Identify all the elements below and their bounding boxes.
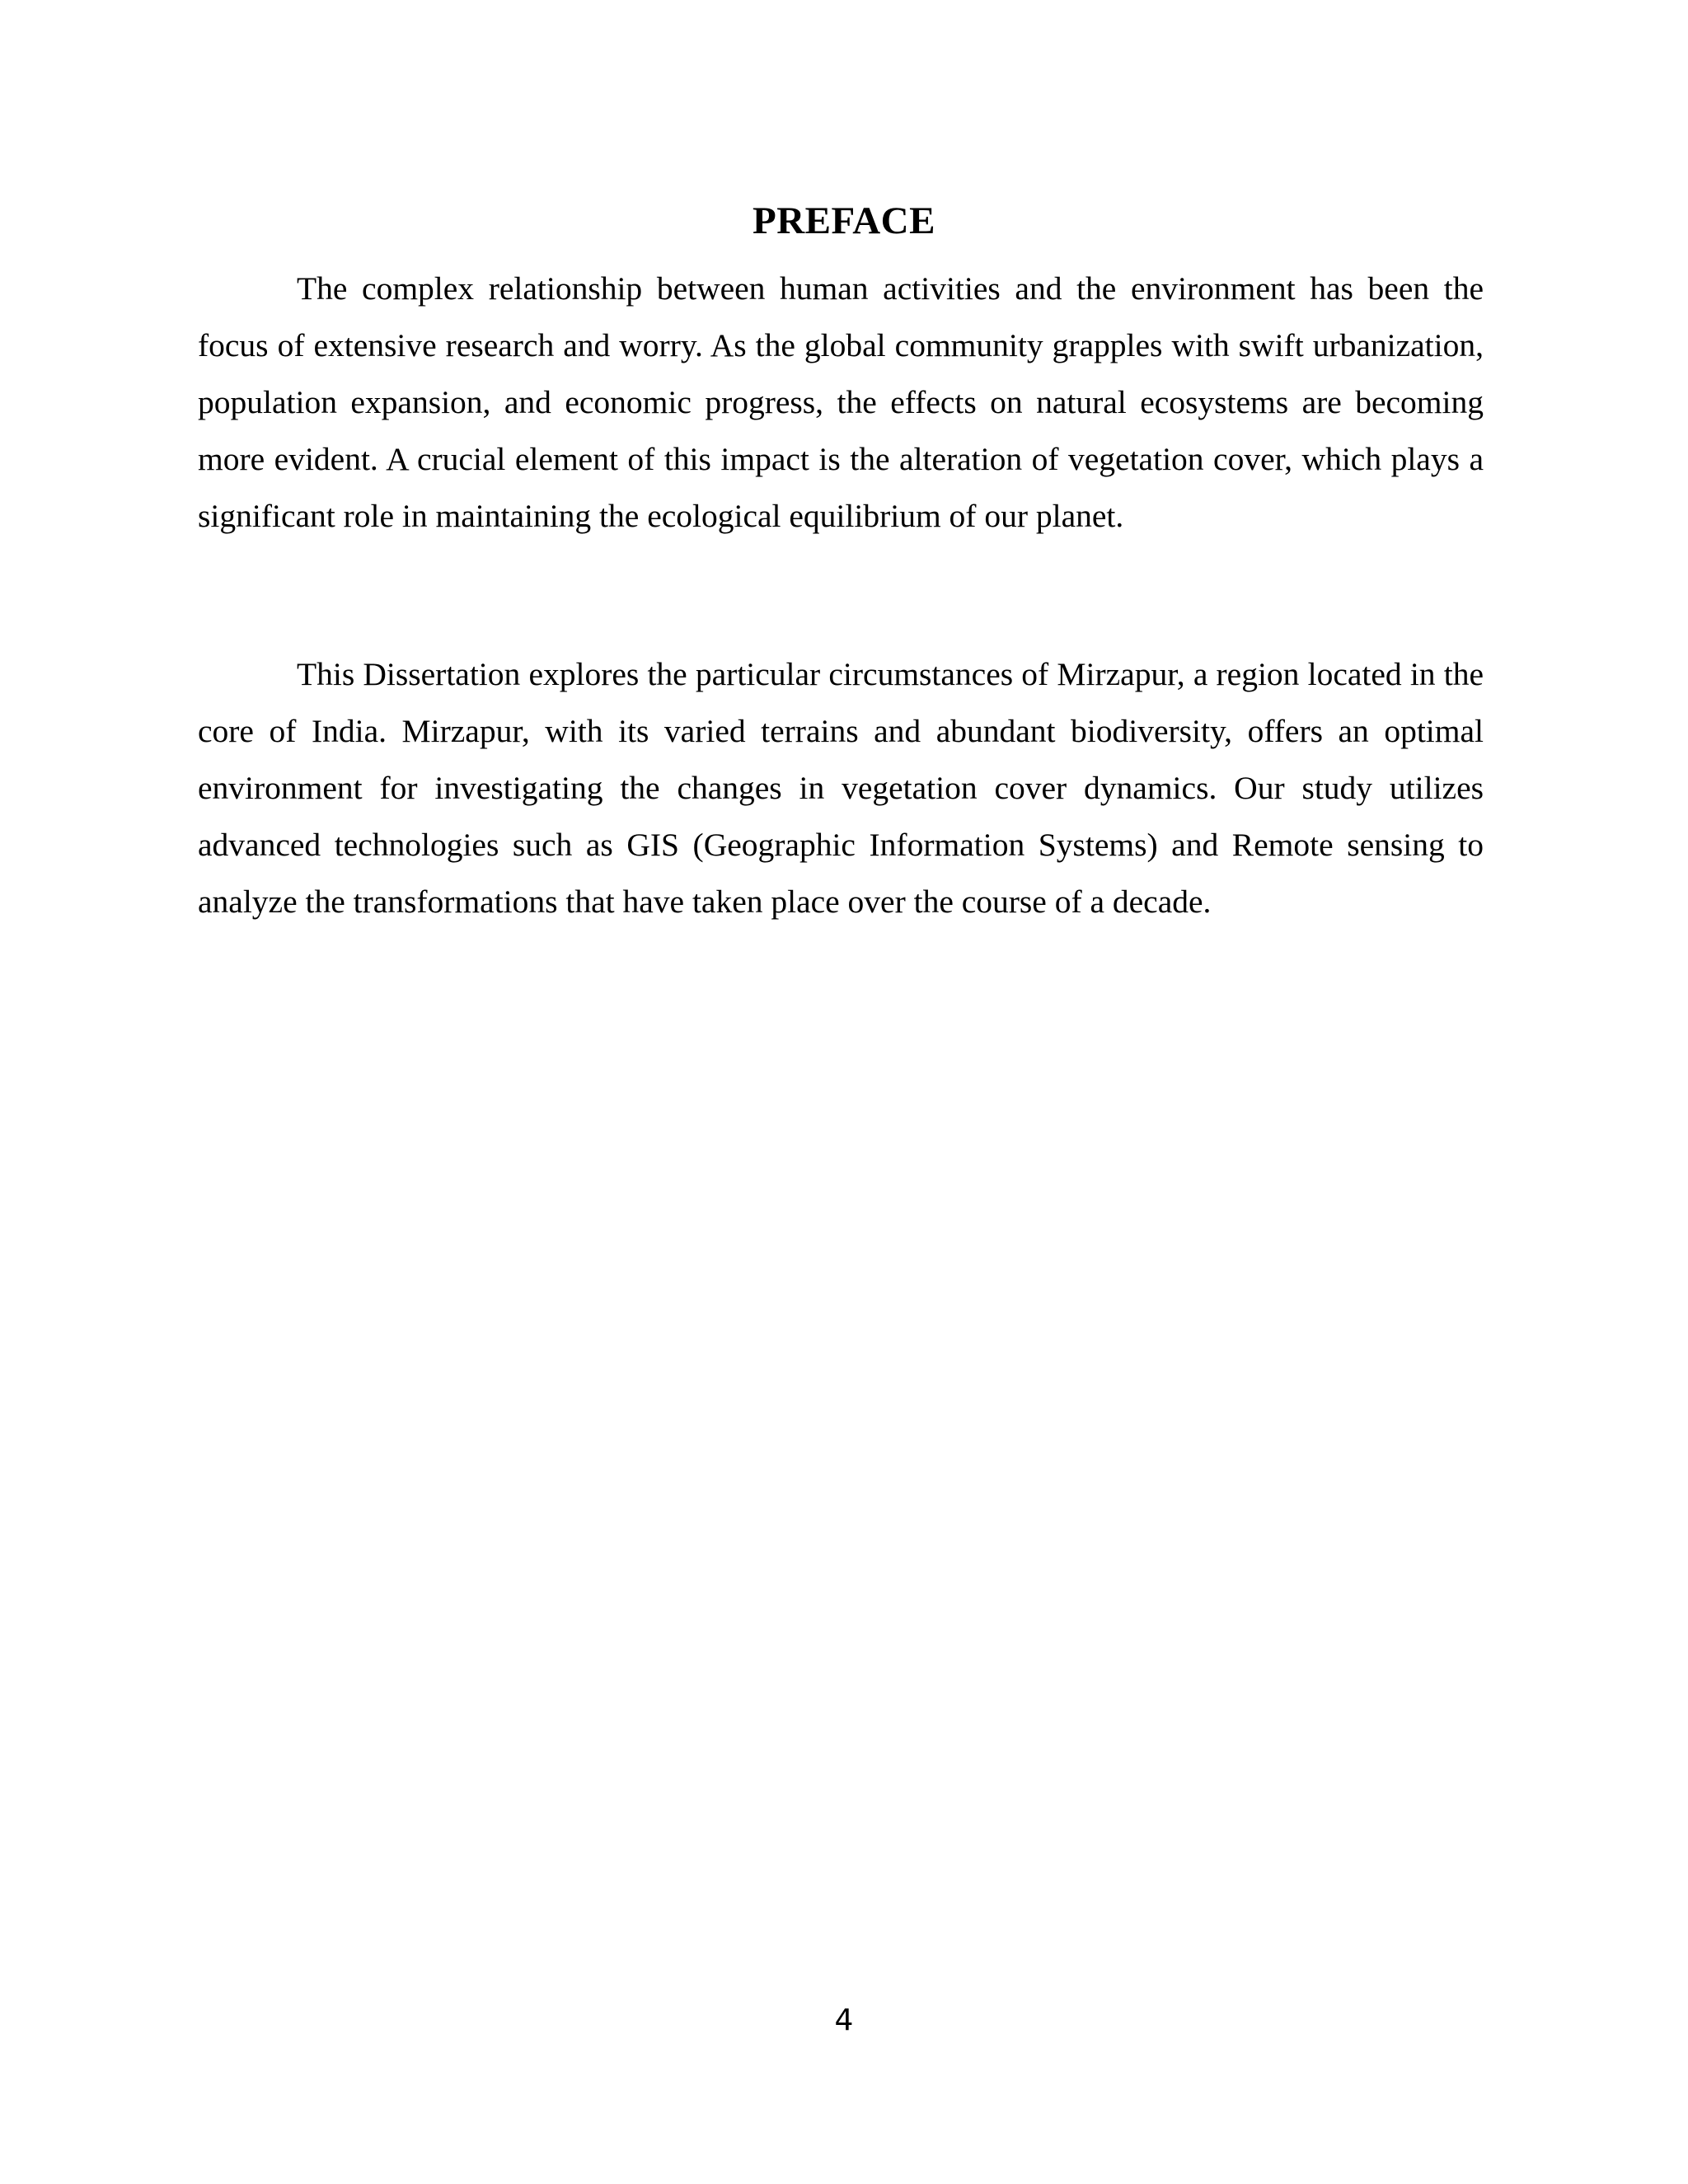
preface-paragraph-1: The complex relationship between human activities and the environment has been the focus of extensive research and worry. As the global community grapples with swift urbanization, population expansion, and economic progress, the effects on natural ecosystems are becoming more evident. A crucial element of this impact is the alteration of vegetation cover, which plays a significant role in maintaining the ecological equilibrium of our planet.	[198, 270, 1484, 534]
preface-paragraph-2: This Dissertation explores the particular circumstances of Mirzapur, a region located in the core of India. Mirzapur, with its varied terrains and abundant biodiversity, offers an optimal environment for investigating the changes in vegetation cover dynamics. Our study utilizes advanced technologies such as GIS (Geographic Information Systems) and Remote sensing to analyze the transformations that have taken place over the course of a decade.	[198, 656, 1484, 920]
page-title: PREFACE	[753, 199, 935, 242]
page-number: 4	[834, 2004, 854, 2037]
